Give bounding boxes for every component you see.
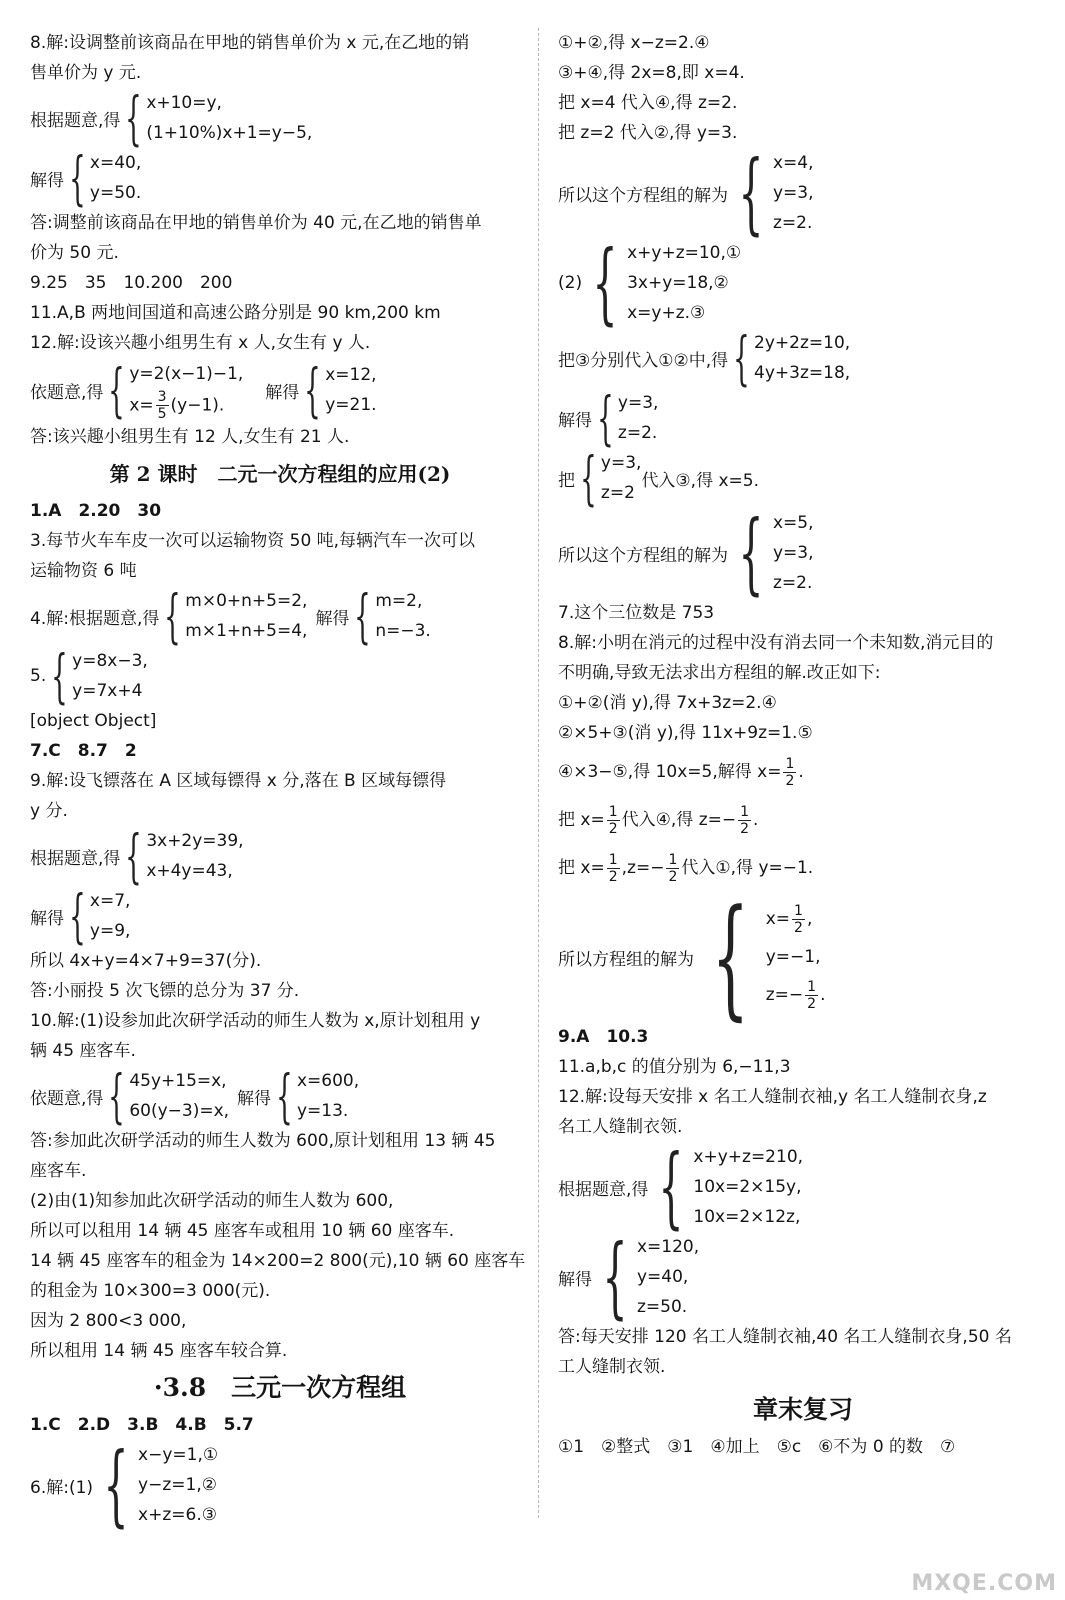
- brace-icon: {: [103, 1433, 129, 1536]
- left-column: [30, 28, 530, 1536]
- fraction: $\frac{1}{2}$: [608, 851, 618, 885]
- answer-line: 答:该兴趣小组男生有 12 人,女生有 21 人.: [30, 427, 350, 447]
- solution-label: 所以这个方程组的解为: [558, 185, 728, 206]
- setup-label: 依题意,得: [30, 382, 104, 403]
- part-2-line: 所以租用 14 辆 45 座客车较合算.: [30, 1341, 288, 1361]
- answers-1-5: 1.C 2.D 3.B 4.B 5.7: [30, 1415, 254, 1435]
- brace-icon: {: [108, 356, 126, 424]
- solution-system-2: 所以这个方程组的解为 { x=5, y=3, z=2.: [558, 501, 814, 604]
- answer-line: 答:小丽投 5 次飞镖的总分为 37 分.: [30, 981, 300, 1001]
- problem-8-line: ②×5+③(消 y),得 11x+9z=1.⑤: [558, 723, 813, 743]
- solve-label: 解得: [30, 170, 64, 191]
- brace-icon: {: [276, 1062, 293, 1130]
- equation: y=8x−3,: [72, 651, 148, 671]
- step-line: ③+④,得 2x=8,即 x=4.: [558, 63, 745, 83]
- review-answers: ①1 ②整式 ③1 ④加上 ⑤c ⑥不为 0 的数 ⑦: [558, 1437, 956, 1457]
- equation: 60(y−3)=x,: [129, 1101, 230, 1121]
- problem-8-line: 8.解:小明在消元的过程中没有消去同一个未知数,消元目的: [558, 633, 994, 653]
- problem-9-line: 9.解:设飞镖落在 A 区域每镖得 x 分,落在 B 区域每镖得: [30, 771, 447, 791]
- problem-12-line: 名工人缝制衣领.: [558, 1117, 683, 1137]
- answer-line: 答:参加此次研学活动的师生人数为 600,原计划租用 13 辆 45: [30, 1131, 496, 1151]
- equation: (1+10%)x+1=y−5,: [146, 123, 313, 143]
- answer-5: 5. { y=8x−3, y=7x+4: [30, 642, 148, 710]
- problem-8-solution: 所以方程组的解为 { x= $\frac{1}{2}$ , y=−1, z=− $\frac{1}{2}$ .: [558, 881, 826, 1033]
- equation: x=600,: [296, 1071, 360, 1091]
- problem-10-line: 10.解:(1)设参加此次研学活动的师生人数为 x,原计划租用 y: [30, 1011, 481, 1031]
- step-line: ①+②,得 x−z=2.④: [558, 33, 710, 53]
- problem-8-system: [30, 84, 530, 152]
- answers-1-2: 1.A 2.20 30: [30, 501, 162, 521]
- equation: m×1+n+5=4,: [185, 621, 308, 641]
- computation-line: 所以 4x+y=4×7+9=37(分).: [30, 951, 262, 971]
- problem-4: [30, 582, 530, 650]
- answer-line: 座客车.: [30, 1161, 87, 1181]
- equation: n=−3.: [375, 621, 431, 641]
- problem-8-line: 把 x= $\frac{1}{2}$ ,z=− $\frac{1}{2}$ 代入①,得 y=−1.: [558, 851, 814, 885]
- problem-6-part-1: [30, 1433, 530, 1536]
- solve-label: 解得: [30, 908, 64, 929]
- brace-icon: {: [125, 84, 143, 152]
- watermark-logo: MXQE.COM: [911, 1571, 1057, 1596]
- answer-3: 3.每节火车车皮一次可以运输物资 50 吨,每辆汽车一次可以: [30, 531, 476, 551]
- equation: y=50.: [89, 183, 142, 203]
- fraction: $\frac{1}{2}$: [608, 803, 618, 837]
- answers-9-10: 9.25 35 10.200 200: [30, 273, 233, 293]
- problem-6-part-2: (2) { x+y+z=10,① 3x+y=18,② x=y+z.③: [558, 231, 742, 334]
- equation: y−z=1,②: [138, 1475, 217, 1495]
- equation: y=2(x−1)−1,: [129, 363, 244, 384]
- answers-9-10: 9.A 10.3: [558, 1027, 649, 1047]
- answer-line: 工人缝制衣领.: [558, 1357, 666, 1377]
- fraction: $\frac{1}{2}$: [785, 755, 795, 789]
- problem-10-system: [30, 1062, 530, 1130]
- equation: x=12,: [325, 365, 377, 385]
- solve-label: 解得: [315, 608, 350, 629]
- brace-icon: {: [125, 822, 143, 890]
- section-title-3-8: ·3.8 三元一次方程组: [153, 1373, 407, 1402]
- brace-icon: {: [69, 882, 86, 950]
- fraction: $\frac{1}{2}$: [740, 803, 750, 837]
- fraction: $\frac{1}{2}$: [807, 978, 817, 1012]
- brace-icon: {: [597, 384, 614, 452]
- setup-label: 6.解:(1): [30, 1477, 94, 1498]
- equation: y=13.: [296, 1101, 349, 1121]
- brace-icon: {: [602, 1225, 628, 1328]
- fraction: $\frac{3}{5}$: [157, 388, 167, 422]
- solve-label: 解得: [237, 1088, 272, 1109]
- answers-7-8: 7.C 8.7 2: [30, 741, 137, 761]
- step-line: 把 x=4 代入④,得 z=2.: [558, 93, 738, 113]
- brace-icon: {: [738, 141, 764, 244]
- answer-11: 11.A,B 两地间国道和高速公路分别是 90 km,200 km: [30, 303, 441, 323]
- equation: y=9,: [89, 921, 131, 941]
- equation: x=40,: [89, 153, 142, 173]
- problem-9-solution: [30, 882, 530, 950]
- fraction: $\frac{1}{2}$: [668, 851, 678, 885]
- brace-icon: {: [108, 1062, 126, 1130]
- brace-icon: {: [164, 582, 182, 650]
- equation: 3x+2y=39,: [146, 831, 244, 851]
- problem-12-line: 12.解:设该兴趣小组男生有 x 人,女生有 y 人.: [30, 333, 371, 353]
- problem-10-line: 辆 45 座客车.: [30, 1041, 136, 1061]
- setup-label: 依题意,得: [30, 1088, 104, 1109]
- answer-11: 11.a,b,c 的值分别为 6,−11,3: [558, 1057, 791, 1077]
- equation: x=7,: [89, 891, 131, 911]
- setup-label: 4.解:根据题意,得: [30, 608, 160, 629]
- problem-12-line: 12.解:设每天安排 x 名工人缝制衣袖,y 名工人缝制衣身,z: [558, 1087, 987, 1107]
- problem-8-line-2: 售单价为 y 元.: [30, 63, 142, 83]
- brace-icon: {: [658, 1135, 685, 1238]
- answer-3-cont: 运输物资 6 吨: [30, 561, 137, 581]
- section-title-chapter-review: 章末复习: [752, 1395, 853, 1424]
- brace-icon: {: [304, 356, 322, 424]
- equation: x+4y=43,: [146, 861, 233, 881]
- step-line: 把 z=2 代入②,得 y=3.: [558, 123, 738, 143]
- answer-line: 价为 50 元.: [30, 243, 119, 263]
- brace-icon: {: [51, 642, 68, 710]
- section-title-lesson-2: 第 2 课时 二元一次方程组的应用(2): [109, 462, 451, 486]
- equation: m=2,: [375, 591, 423, 611]
- brace-icon: {: [733, 324, 750, 392]
- problem-9-system: [30, 822, 530, 890]
- equation: x−y=1,①: [138, 1445, 219, 1465]
- answer-line: 答:调整前该商品在甲地的销售单价为 40 元,在乙地的销售单: [30, 213, 482, 233]
- brace-icon: {: [711, 881, 749, 1033]
- problem-8-line: 不明确,导致无法求出方程组的解.改正如下:: [558, 663, 881, 683]
- setup-label: 根据题意,得: [30, 110, 121, 131]
- brace-icon: {: [69, 144, 86, 212]
- answer-6: [object Object]: [30, 711, 157, 731]
- solve-label: 解得: [265, 382, 300, 403]
- part-2-line: (2)由(1)知参加此次研学活动的师生人数为 600,: [30, 1191, 394, 1211]
- fraction: $\frac{1}{2}$: [794, 902, 803, 936]
- equation: y=21.: [325, 395, 377, 415]
- brace-icon: {: [354, 582, 372, 650]
- problem-12-system: [30, 358, 530, 422]
- solve-yz: 解得 { y=3, z=2.: [558, 384, 659, 452]
- right-column: [558, 28, 1048, 1462]
- part-2-line: 因为 2 800<3 000,: [30, 1311, 187, 1331]
- problem-8-line: ④×3−⑤,得 10x=5,解得 x= $\frac{1}{2}$ .: [558, 755, 804, 789]
- column-divider: [538, 28, 539, 1518]
- problem-8-line-1: 8.解:设调整前该商品在甲地的销售单价为 x 元,在乙地的销: [30, 33, 470, 53]
- problem-9-line: y 分.: [30, 801, 68, 821]
- setup-label: 根据题意,得: [30, 848, 121, 869]
- brace-icon: {: [580, 444, 597, 512]
- equation: x= $\frac{3}{5}$ (y−1).: [129, 388, 225, 422]
- equation-system: [120, 84, 313, 152]
- problem-8-line: ①+②(消 y),得 7x+3z=2.④: [558, 693, 777, 713]
- answer-7: 7.这个三位数是 753: [558, 603, 715, 623]
- problem-8-line: 把 x= $\frac{1}{2}$ 代入④,得 z=− $\frac{1}{2}$ .: [558, 803, 759, 837]
- solution-system: 所以这个方程组的解为 { x=4, y=3, z=2.: [558, 141, 814, 244]
- part-2-line: 14 辆 45 座客车的租金为 14×200=2 800(元),10 辆 60 座客车: [30, 1251, 526, 1271]
- answer-line: 答:每天安排 120 名工人缝制衣袖,40 名工人缝制衣身,50 名: [558, 1327, 1012, 1347]
- part-2-line: 的租金为 10×300=3 000(元).: [30, 1281, 271, 1301]
- equation: m×0+n+5=2,: [185, 591, 308, 611]
- problem-12-solution: 解得 { x=120, y=40, z=50.: [558, 1225, 700, 1328]
- equation: 45y+15=x,: [129, 1071, 227, 1091]
- substitution-system: 把③分别代入①②中,得 { 2y+2z=10, 4y+3z=18,: [558, 324, 851, 392]
- equation: x+z=6.③: [138, 1505, 217, 1525]
- problem-8-solution: [30, 144, 530, 212]
- brace-icon: {: [738, 501, 764, 604]
- part-2-line: 所以可以租用 14 辆 45 座客车或租用 10 辆 60 座客车.: [30, 1221, 455, 1241]
- problem-12-system: 根据题意,得 { x+y+z=210, 10x=2×15y, 10x=2×12z,: [558, 1135, 804, 1238]
- substitute-x: 把 { y=3, z=2 代入③,得 x=5.: [558, 444, 760, 512]
- brace-icon: {: [592, 231, 618, 334]
- equation: x+10=y,: [146, 93, 222, 113]
- equation: y=7x+4: [72, 681, 143, 701]
